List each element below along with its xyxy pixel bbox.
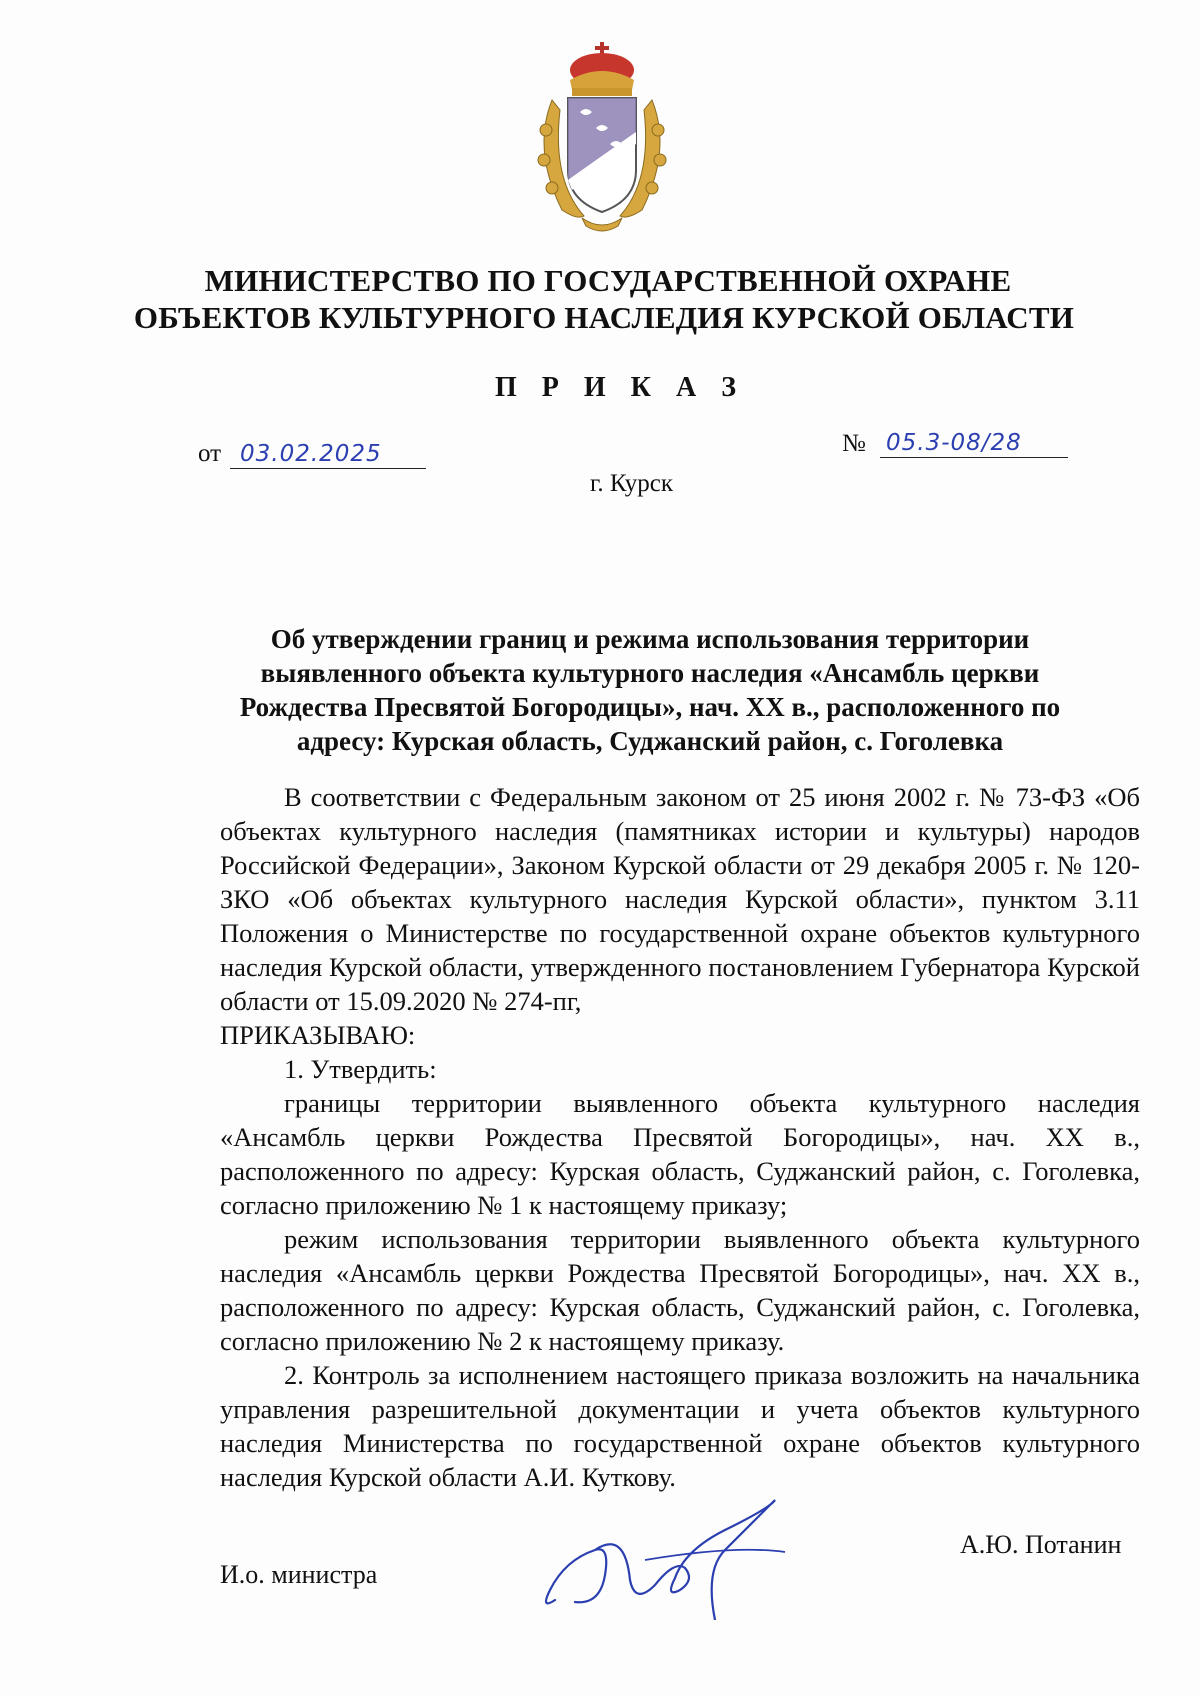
title-line: Рождества Пресвятой Богородицы», нач. XX в., расположенного по [239, 692, 1061, 722]
document-number: 05.3-08/28 [886, 430, 1022, 456]
item-1-regime-paragraph: режим использования территории выявленного объекта культурного наследия «Ансамбль церкви Рождества Пресвятой Богородицы», нач. XX в., расположенного по адресу: Курская область, Суджанский район, с. Гоголевка, согласно приложению № 2 к настоящему приказу. [220, 1224, 1140, 1356]
item-1-heading: 1. Утвердить: [284, 1054, 437, 1084]
order-word: ПРИКАЗЫВАЮ: [220, 1020, 416, 1050]
coat-of-arms-emblem [522, 40, 682, 235]
document-type: П Р И К А З [495, 372, 745, 403]
item-1-boundaries-paragraph: границы территории выявленного объекта культурного наследия «Ансамбль церкви Рождества Пресвятой Богородицы», нач. XX в., расположенного по адресу: Курская область, Суджанский район, с. Гоголевка, согласно приложению № 1 к настоящему приказу; [220, 1088, 1140, 1220]
shield-icon [568, 98, 636, 212]
document-body [220, 780, 1140, 1494]
title-line: выявленного объекта культурного наследия «Ансамбль церкви [260, 658, 1040, 688]
item-2-paragraph: 2. Контроль за исполнением настоящего приказа возложить на начальника управления разрешительной документации и учета объектов культурного наследия Министерства по государственной охране объектов культурного наследия Курской области А.И. Куткову. [220, 1360, 1140, 1492]
preamble-paragraph: В соответствии с Федеральным законом от 25 июня 2002 г. № 73-ФЗ «Об объектах культурного наследия (памятниках истории и культуры) народов Российской Федерации», Законом Курской области от 29 декабря 2005 г. № 120-ЗКО «Об объектах культурного наследия Курской области», пунктом 3.11 Положения о Министерстве по государственной охране объектов культурного наследия Курской области, утвержденного постановлением Губернатора Курской области от 15.09.2020 № 274-пг, [220, 782, 1140, 1016]
document-title [220, 622, 1080, 758]
city-label: г. Курск [590, 470, 673, 497]
handwritten-signature [535, 1490, 795, 1620]
crown-icon [570, 42, 634, 96]
date-label: от [198, 440, 222, 467]
date-value: 03.02.2025 [240, 441, 382, 467]
title-line: Об утверждении границ и режима использования территории [270, 624, 1030, 654]
ministry-name-line1: МИНИСТЕРСТВО ПО ГОСУДАРСТВЕННОЙ ОХРАНЕ [204, 263, 1012, 298]
ministry-name-line2: ОБЪЕКТОВ КУЛЬТУРНОГО НАСЛЕДИЯ КУРСКОЙ ОБЛАСТИ [133, 300, 1075, 335]
signatory-position: И.о. министра [220, 1560, 378, 1589]
title-line: адресу: Курская область, Суджанский район, с. Гоголевка [296, 726, 1004, 756]
number-label: № [842, 430, 866, 457]
signatory-name: А.Ю. Потанин [960, 1530, 1122, 1559]
